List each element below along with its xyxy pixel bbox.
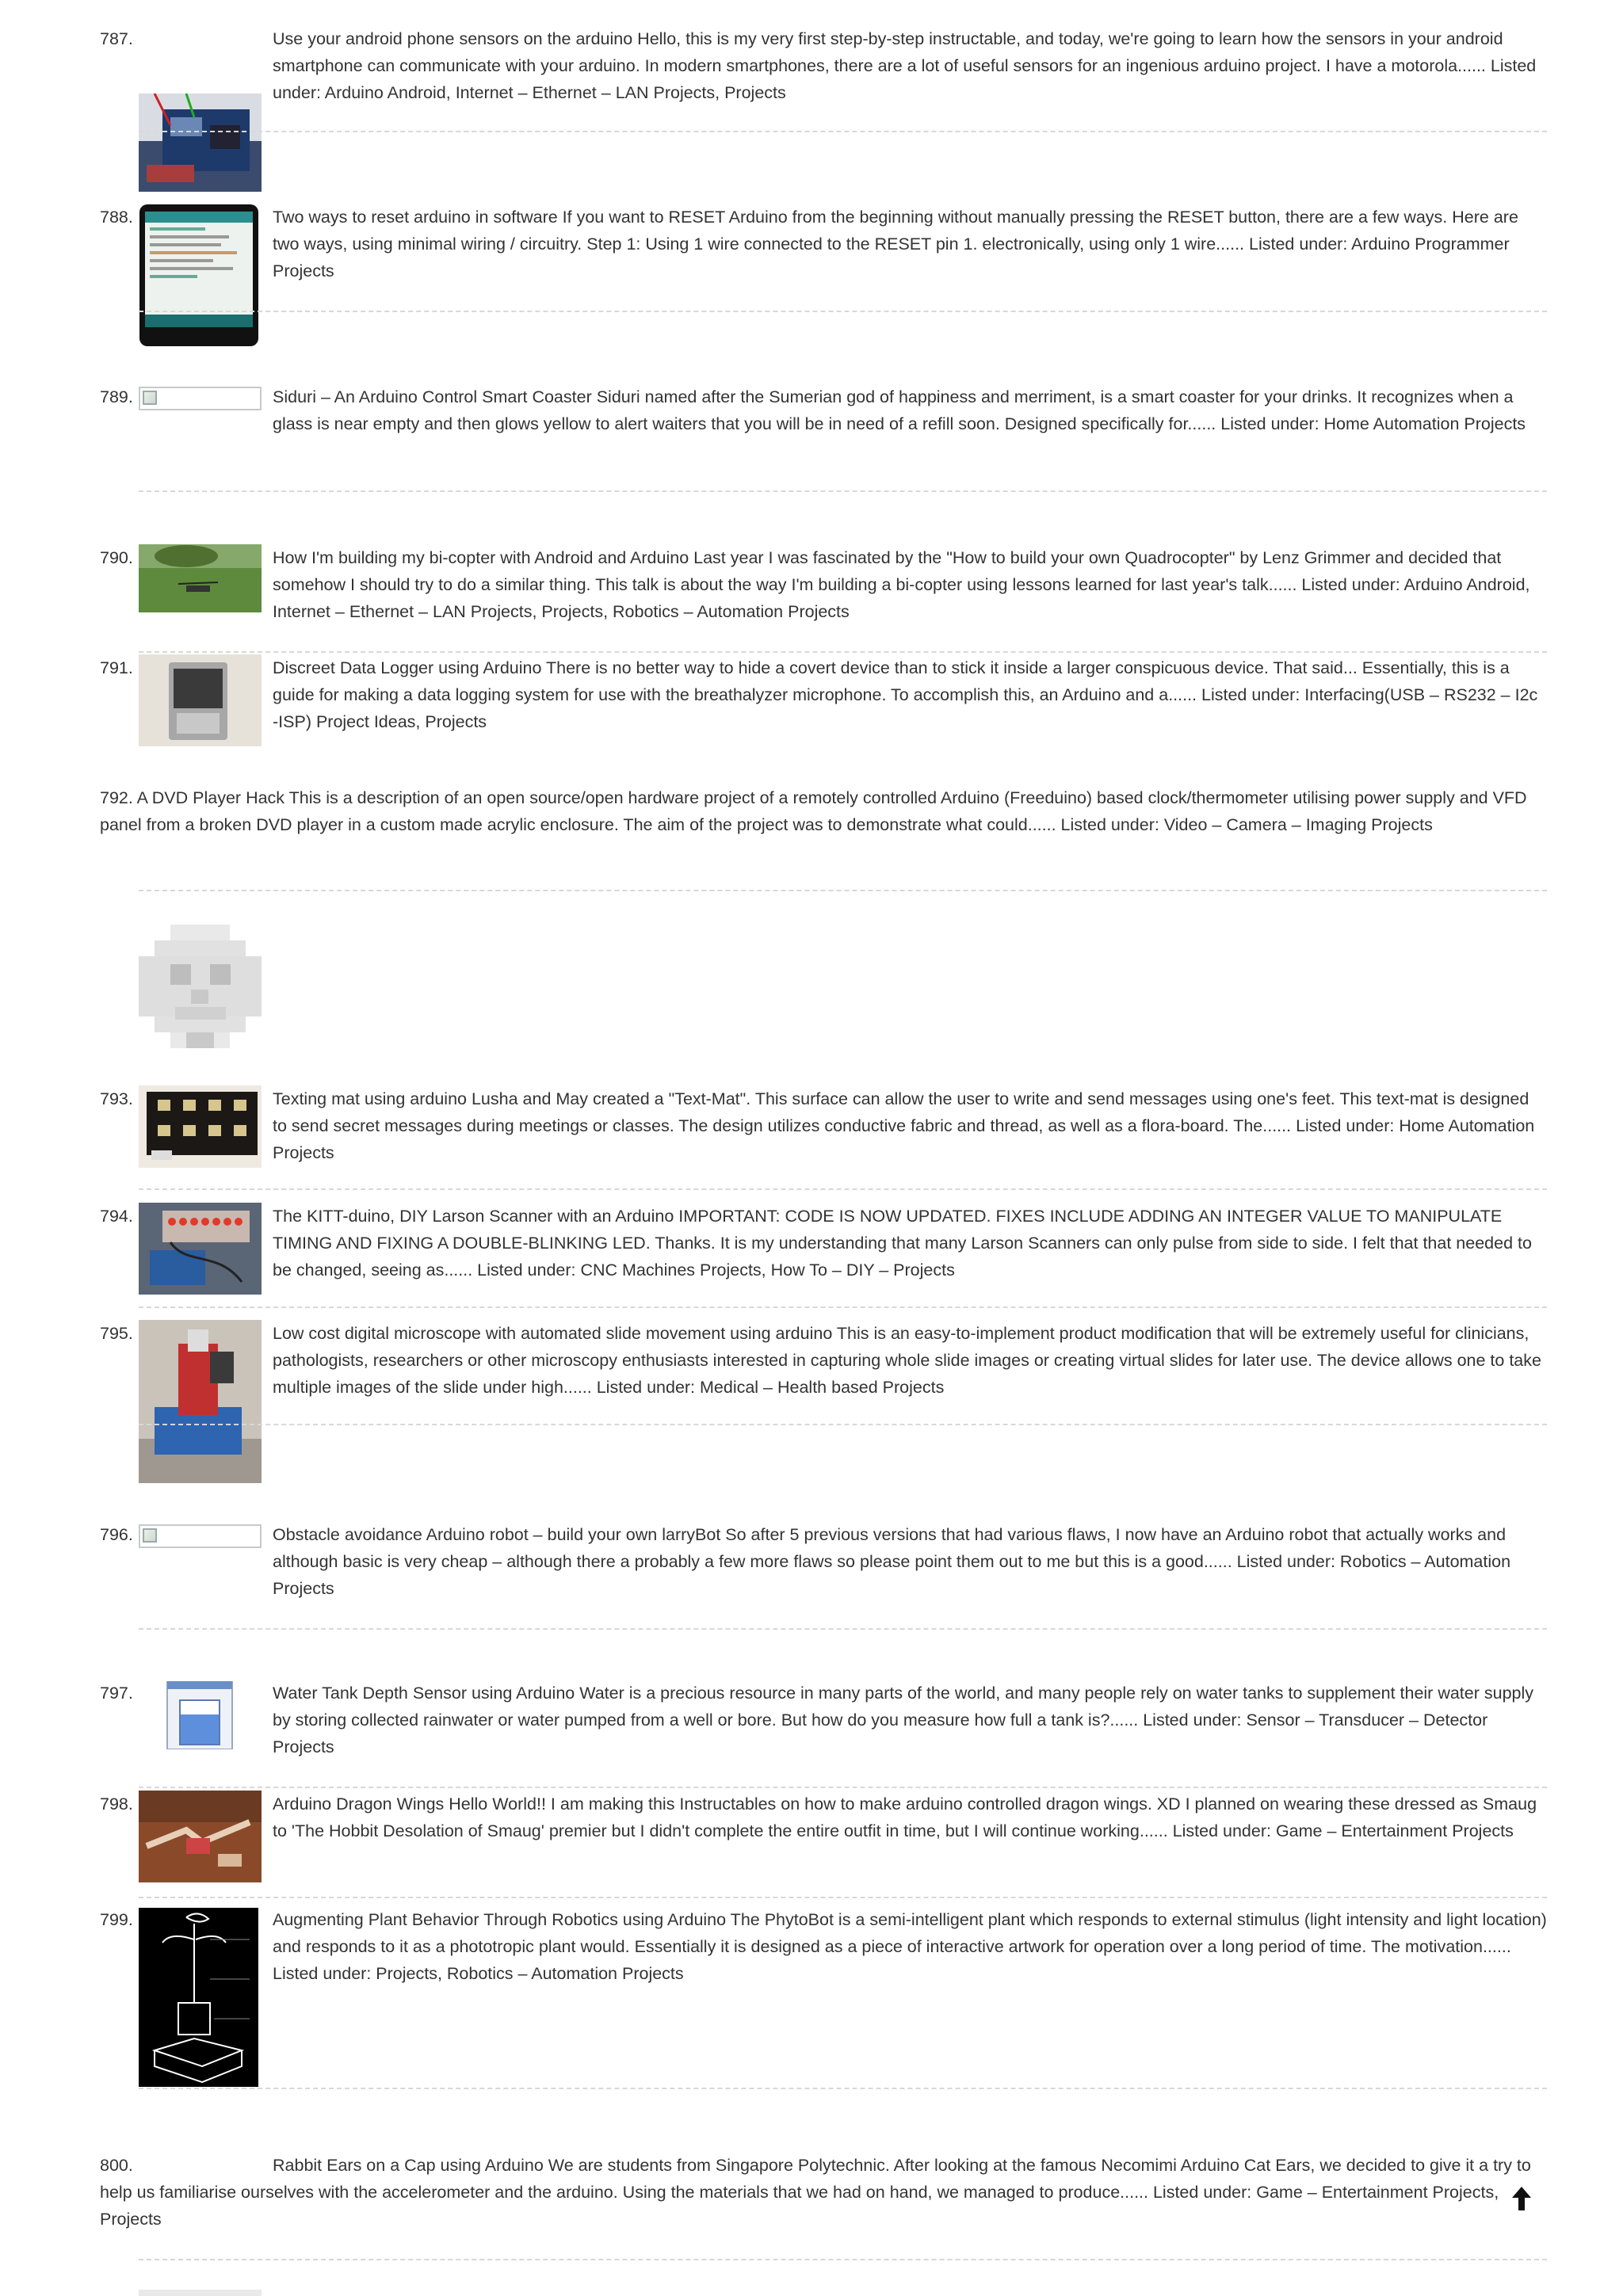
item-number: 794. — [100, 1207, 133, 1226]
item-description[interactable]: How I'm building my bi-copter with Android and Arduino Last year I was fascinated by the "How to build your own Quadrocopter" by Lenz Grimmer and decided that somehow I should try to do a similar thing. This talk is about the way I'm building a bi-copter using lessons learned for last year's talk...... Listed under: Arduino Android, Internet – Ethernet – LAN Projects, Projects, Robotics – Automation Projects — [273, 548, 1530, 621]
item-number: 797. — [100, 1684, 133, 1703]
item-number: 793. — [100, 1089, 133, 1108]
arrow-up-icon[interactable] — [1510, 2185, 1533, 2212]
divider — [139, 1787, 1547, 1788]
divider — [139, 1424, 1547, 1425]
item-number: 791. — [100, 658, 133, 677]
divider — [139, 490, 1547, 492]
item-description[interactable]: Water Tank Depth Sensor using Arduino Water is a precious resource in many parts of the world, and many people rely on water tanks to supplement their water supply by storing collected rainwater or water pumped from a well or bore. But how do you measure how full a tank is?...... Listed under: Sensor – Transducer – Detector Projects — [273, 1684, 1534, 1756]
item-number: 787. — [100, 29, 133, 48]
item-description[interactable]: Discreet Data Logger using Arduino There is no better way to hide a covert device than to stick it inside a larger conspicuous device. That said... Essentially, this is a guide for making a data logging system for use with the breathalyzer microphone. To accomplish this, an Arduino and a...... Listed under: Interfacing(USB – RS232 – I2c -ISP) Project Ideas, Projects — [273, 658, 1538, 731]
divider — [139, 651, 1547, 653]
thumbnail-image[interactable] — [139, 1908, 258, 2087]
thumbnail-image[interactable] — [139, 654, 262, 746]
thumbnail-image[interactable] — [139, 1085, 262, 1168]
item-description[interactable]: 792. A DVD Player Hack This is a description of an open source/open hardware project of a remotely controlled Arduino (Freeduino) based clock/thermometer utilising power supply and VFD panel from a broken DVD player in a custom made acrylic enclosure. The aim of the project was to demonstrate what could...... Listed under: Video – Camera – Imaging Projects — [100, 788, 1527, 834]
item-number: 798. — [100, 1794, 133, 1814]
item-description[interactable]: Siduri – An Arduino Control Smart Coaster Siduri named after the Sumerian god of happiness and merriment, is a smart coaster for your drinks. It recognizes when a glass is near empty and then glows yellow to alert waiters that you will be in need of a refill soon. Designed specifically for...... Listed under: Home Automation Projects — [273, 387, 1526, 433]
divider — [139, 131, 1547, 132]
item-description[interactable]: Texting mat using arduino Lusha and May created a "Text-Mat". This surface can allow the user to write and send messages using one's feet. This text-mat is designed to send secret messages during meetings or classes. The design utilizes conductive fabric and thread, as well as a flora-board. The...... Listed under: Home Automation Projects — [273, 1089, 1535, 1162]
item-description[interactable]: Two ways to reset arduino in software If you want to RESET Arduino from the beginning without manually pressing the RESET button, there are a few ways. Here are two ways, using minimal wiring / circuitry. Step 1: Using 1 wire connected to the RESET pin 1. electronically, using only 1 wire...... Listed under: Arduino Programmer Projects — [273, 208, 1518, 280]
item-number: 799. — [100, 1910, 133, 1929]
item-number: 789. — [100, 387, 133, 406]
thumbnail-image[interactable] — [139, 204, 259, 347]
thumbnail-image[interactable] — [139, 1681, 262, 1749]
item-description[interactable]: Rabbit Ears on a Cap using Arduino We are students from Singapore Polytechnic. After looking at the famous Necomimi Arduino Cat Ears, we decided to give it a try to help us familiarise ourselves with the accelerometer and the arduino. Using the materials that we had on hand, we managed to produce...... Listed under: Game – Entertainment Projects, Projects — [100, 2156, 1531, 2229]
broken-image-icon[interactable] — [139, 1524, 262, 1548]
thumbnail-image[interactable] — [139, 1320, 262, 1483]
item-number: 796. — [100, 1525, 133, 1544]
item-description[interactable]: The KITT-duino, DIY Larson Scanner with an Arduino IMPORTANT: CODE IS NOW UPDATED. FIXES INCLUDE ADDING AN INTEGER VALUE TO MANIPULATE TIMING AND FIXING A DOUBLE-BLINKING LED. Thanks. It is my understanding that many Larson Scanners can only pulse from side to side. I felt that that needed to be changed, seeing as...... Listed under: CNC Machines Projects, How To – DIY – Projects — [273, 1207, 1532, 1280]
thumbnail-image[interactable] — [139, 93, 262, 192]
item-description[interactable]: Use your android phone sensors on the arduino Hello, this is my very first step-by-step instructable, and today, we're going to learn how the sensors in your android smartphone can communicate with your arduino. In modern smartphones, there are a lot of useful sensors for an ingenious arduino project. I have a motorola...... Listed under: Arduino Android, Internet – Ethernet – LAN Projects, Projects — [273, 29, 1537, 102]
partial-thumbnail[interactable] — [139, 2290, 262, 2296]
item-number: 800. — [100, 2156, 133, 2175]
divider — [139, 1897, 1547, 1898]
thumbnail-image[interactable] — [139, 1203, 262, 1295]
thumbnail-image[interactable] — [139, 1791, 262, 1882]
divider — [139, 890, 1547, 891]
divider — [139, 1306, 1547, 1308]
item-number: 792. — [100, 788, 133, 807]
item-number: 795. — [100, 1324, 133, 1343]
divider — [139, 311, 1547, 312]
divider — [139, 2259, 1547, 2260]
broken-image-icon[interactable] — [139, 387, 262, 410]
item-number: 790. — [100, 548, 133, 567]
item-description[interactable]: Obstacle avoidance Arduino robot – build your own larryBot So after 5 previous versions that had various flaws, I now have an Arduino robot that actually works and although basic is very cheap – although there a probably a few more flaws so please point them out to me but this is a good...... Listed under: Robotics – Automation Projects — [273, 1525, 1511, 1598]
item-description[interactable]: Augmenting Plant Behavior Through Robotics using Arduino The PhytoBot is a semi-intelligent plant which responds to external stimulus (light intensity and light location) and responds to it as a phototropic plant would. Essentially it is designed as a piece of interactive artwork for operation over a long period of time. The motivation...... Listed under: Projects, Robotics – Automation Projects — [273, 1910, 1547, 1983]
item-number: 788. — [100, 208, 133, 227]
item-description[interactable]: Low cost digital microscope with automated slide movement using arduino This is an easy-to-implement product modification that will be extremely useful for clinicians, pathologists, researchers or other microscopy enthusiasts interested in capturing whole slide images or creating virtual slides for later use. The device allows one to take multiple images of the slide under high...... Listed under: Medical – Health based Projects — [273, 1324, 1541, 1397]
divider — [139, 2088, 1547, 2089]
item-description[interactable]: Arduino Dragon Wings Hello World!! I am making this Instructables on how to make arduino controlled dragon wings. XD I planned on wearing these dressed as Smaug to 'The Hobbit Desolation of Smaug' premier but I didn't complete the entire outfit in time, but I will continue working...... Listed under: Game – Entertainment Projects — [273, 1794, 1537, 1840]
thumbnail-image[interactable] — [139, 544, 262, 612]
divider — [139, 1188, 1547, 1190]
placeholder-image[interactable] — [139, 925, 262, 1048]
divider — [139, 1628, 1547, 1630]
